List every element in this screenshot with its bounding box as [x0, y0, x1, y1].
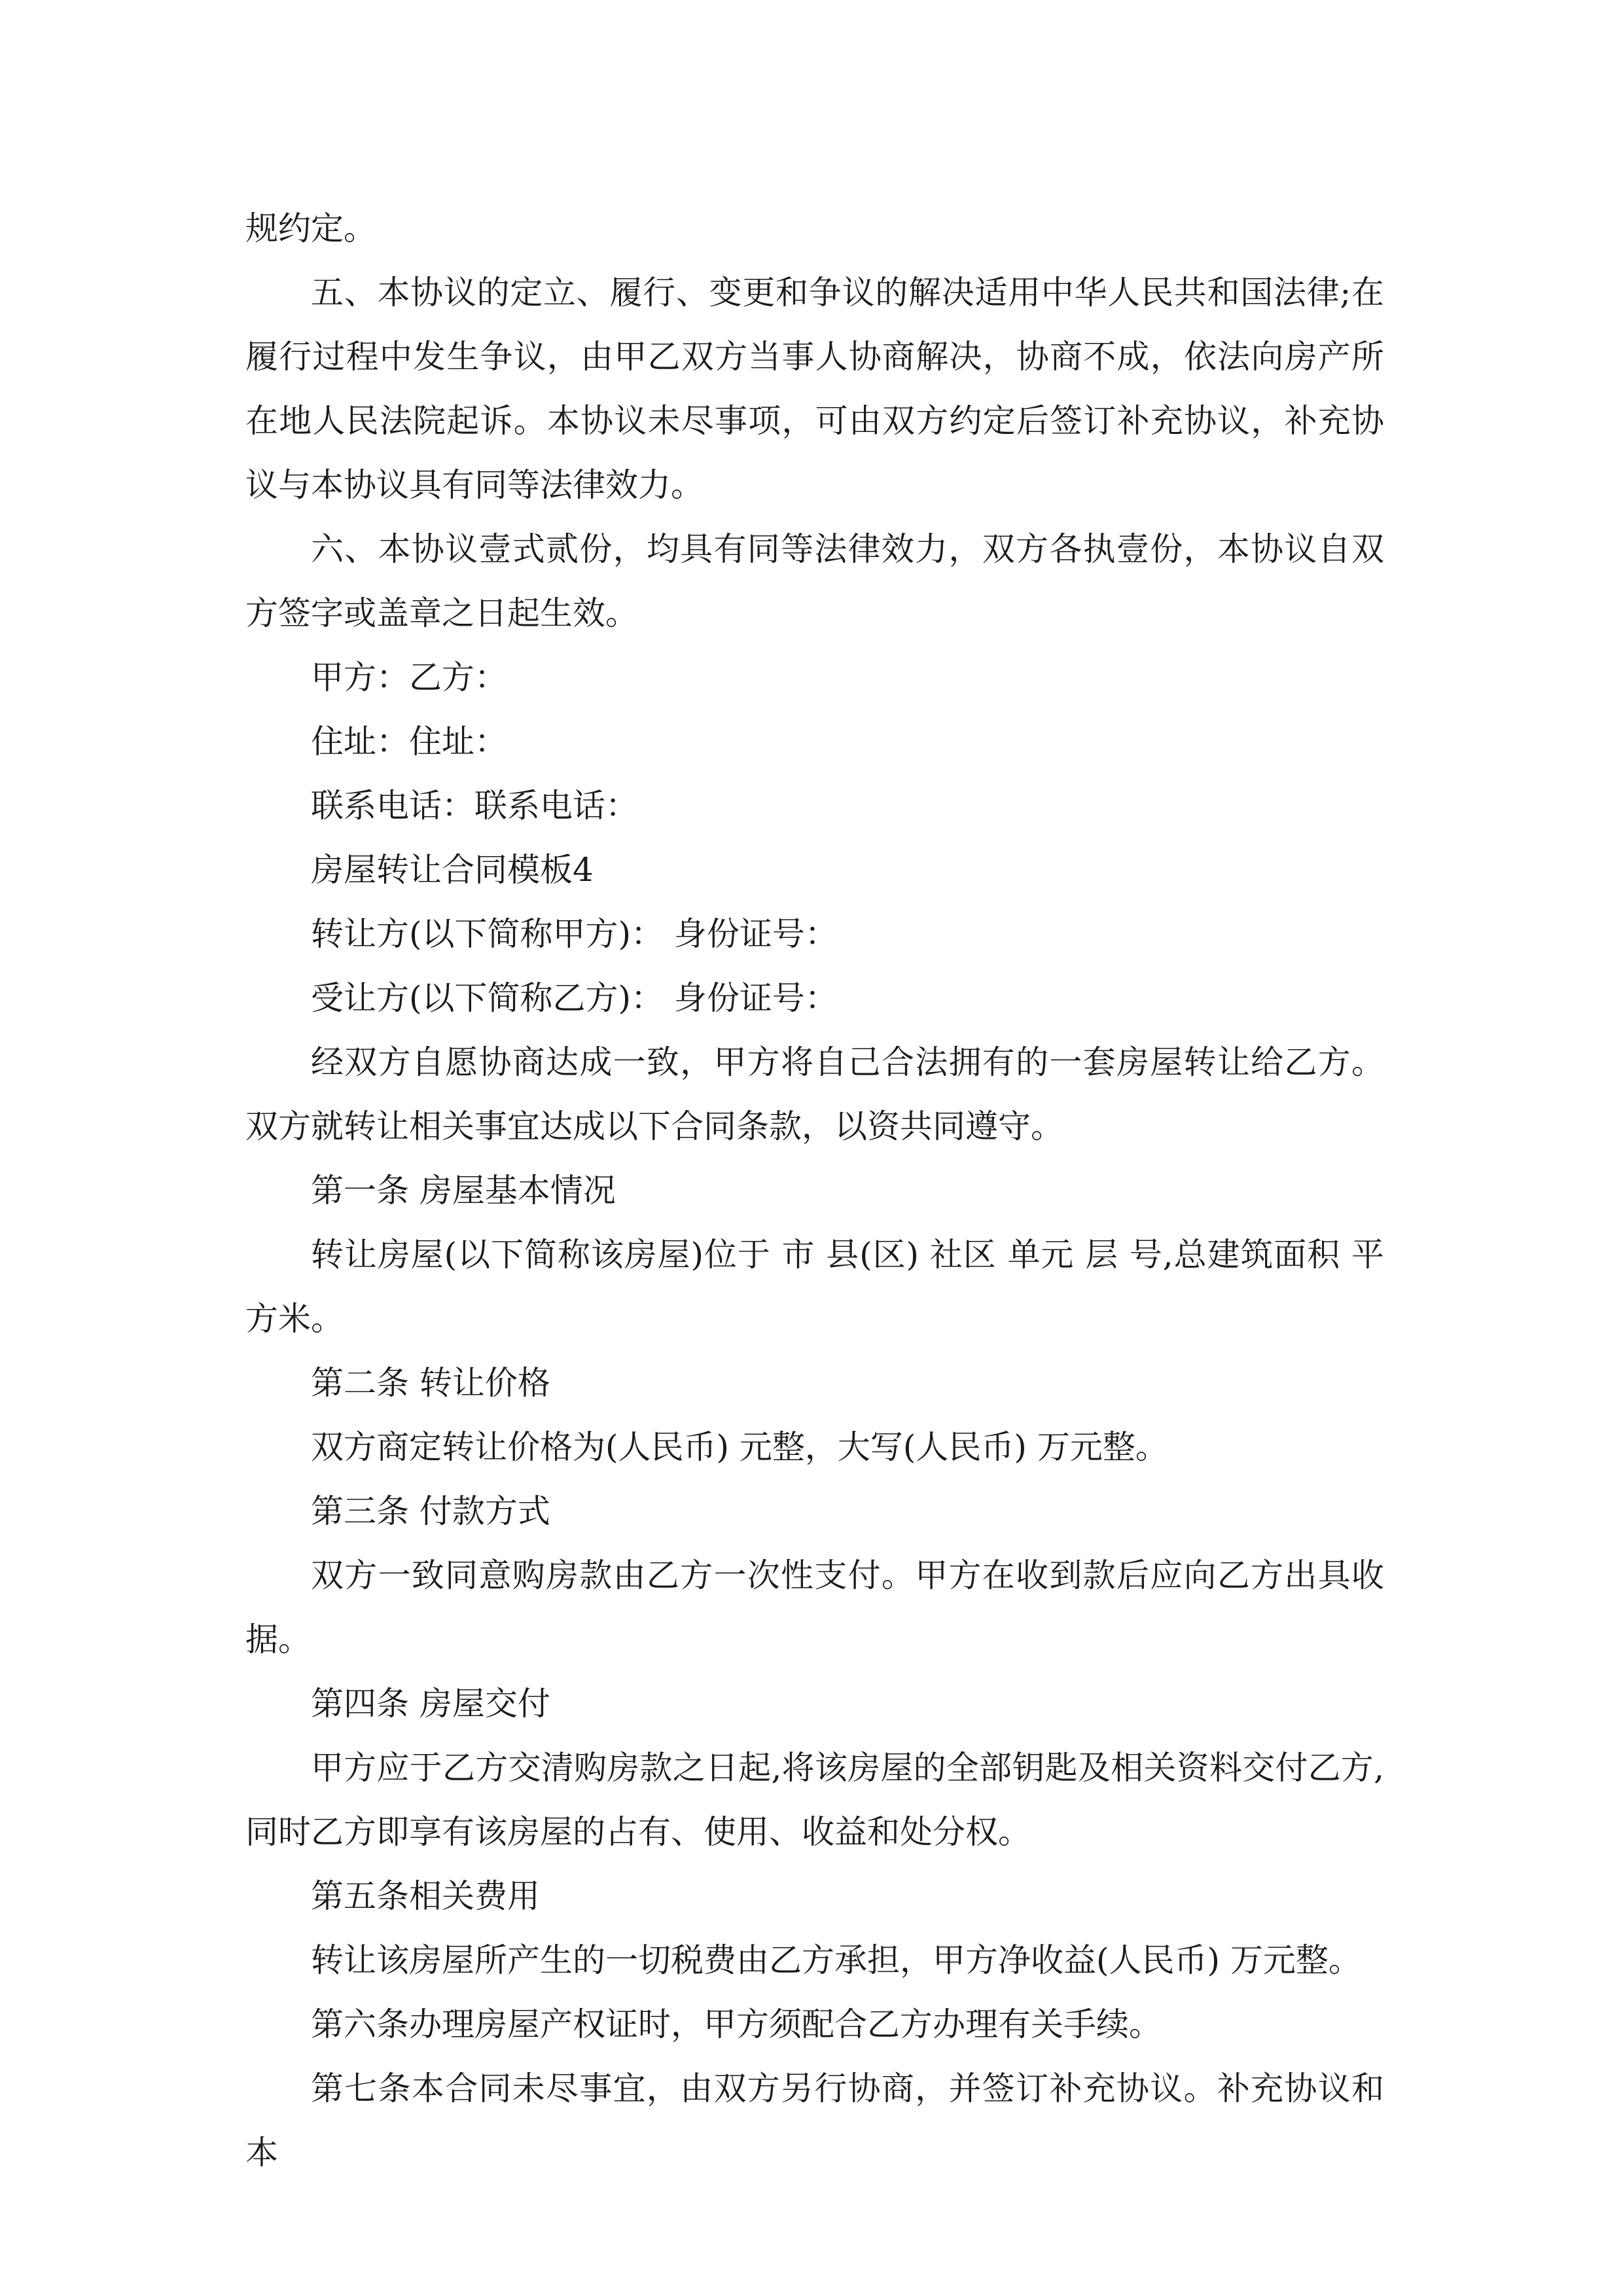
document-body	[245, 196, 1384, 2185]
article-one-body: 转让房屋(以下简称该房屋)位于 市 县(区) 社区 单元 层 号,总建筑面积 平方米。	[245, 1236, 1384, 1338]
transferee-line: 受让方(以下简称乙方)： 身份证号：	[311, 979, 838, 1017]
article-five-body: 转让该房屋所产生的一切税费由乙方承担，甲方净收益(人民币) 万元整。	[311, 1941, 1361, 1979]
article-three-body: 双方一致同意购房款由乙方一次性支付。甲方在收到款后应向乙方出具收据。	[245, 1556, 1384, 1659]
article-five-heading: 第五条相关费用	[311, 1877, 540, 1915]
signature-phone-line: 联系电话：联系电话：	[311, 787, 638, 825]
article-seven-body: 第七条本合同未尽事宜，由双方另行协商，并签订补充协议。补充协议和本	[245, 2070, 1384, 2172]
article-three-heading: 第三条 付款方式	[311, 1492, 550, 1530]
article-two-heading: 第二条 转让价格	[311, 1364, 550, 1402]
article-two-body: 双方商定转让价格为(人民币) 元整，大写(人民币) 万元整。	[311, 1428, 1168, 1466]
article-six-body: 第六条办理房屋产权证时，甲方须配合乙方办理有关手续。	[311, 2005, 1162, 2043]
section-title: 房屋转让合同模板4	[311, 851, 594, 889]
signature-parties-line: 甲方：乙方：	[311, 658, 507, 696]
paragraph-preamble: 经双方自愿协商达成一致，甲方将自己合法拥有的一套房屋转让给乙方。双方就转让相关事宜达成以下合同条款，以资共同遵守。	[245, 1043, 1384, 1145]
article-four-heading: 第四条 房屋交付	[311, 1685, 550, 1723]
paragraph-clause-five: 五、本协议的定立、履行、变更和争议的解决适用中华人民共和国法律;在履行过程中发生争议，由甲乙双方当事人协商解决，协商不成，依法向房产所在地人民法院起诉。本协议未尽事项，可由双方约定后签订补充协议，补充协议与本协议具有同等法律效力。	[245, 274, 1384, 504]
article-four-body: 甲方应于乙方交清购房款之日起,将该房屋的全部钥匙及相关资料交付乙方,同时乙方即享有该房屋的占有、使用、收益和处分权。	[245, 1749, 1384, 1851]
article-one-heading: 第一条 房屋基本情况	[311, 1172, 616, 1210]
transferor-line: 转让方(以下简称甲方)： 身份证号：	[311, 915, 838, 953]
paragraph-continuation: 规约定。	[245, 209, 376, 247]
signature-address-line: 住址：住址：	[311, 723, 507, 761]
paragraph-clause-six: 六、本协议壹式贰份，均具有同等法律效力，双方各执壹份，本协议自双方签字或盖章之日起生效。	[245, 530, 1384, 632]
